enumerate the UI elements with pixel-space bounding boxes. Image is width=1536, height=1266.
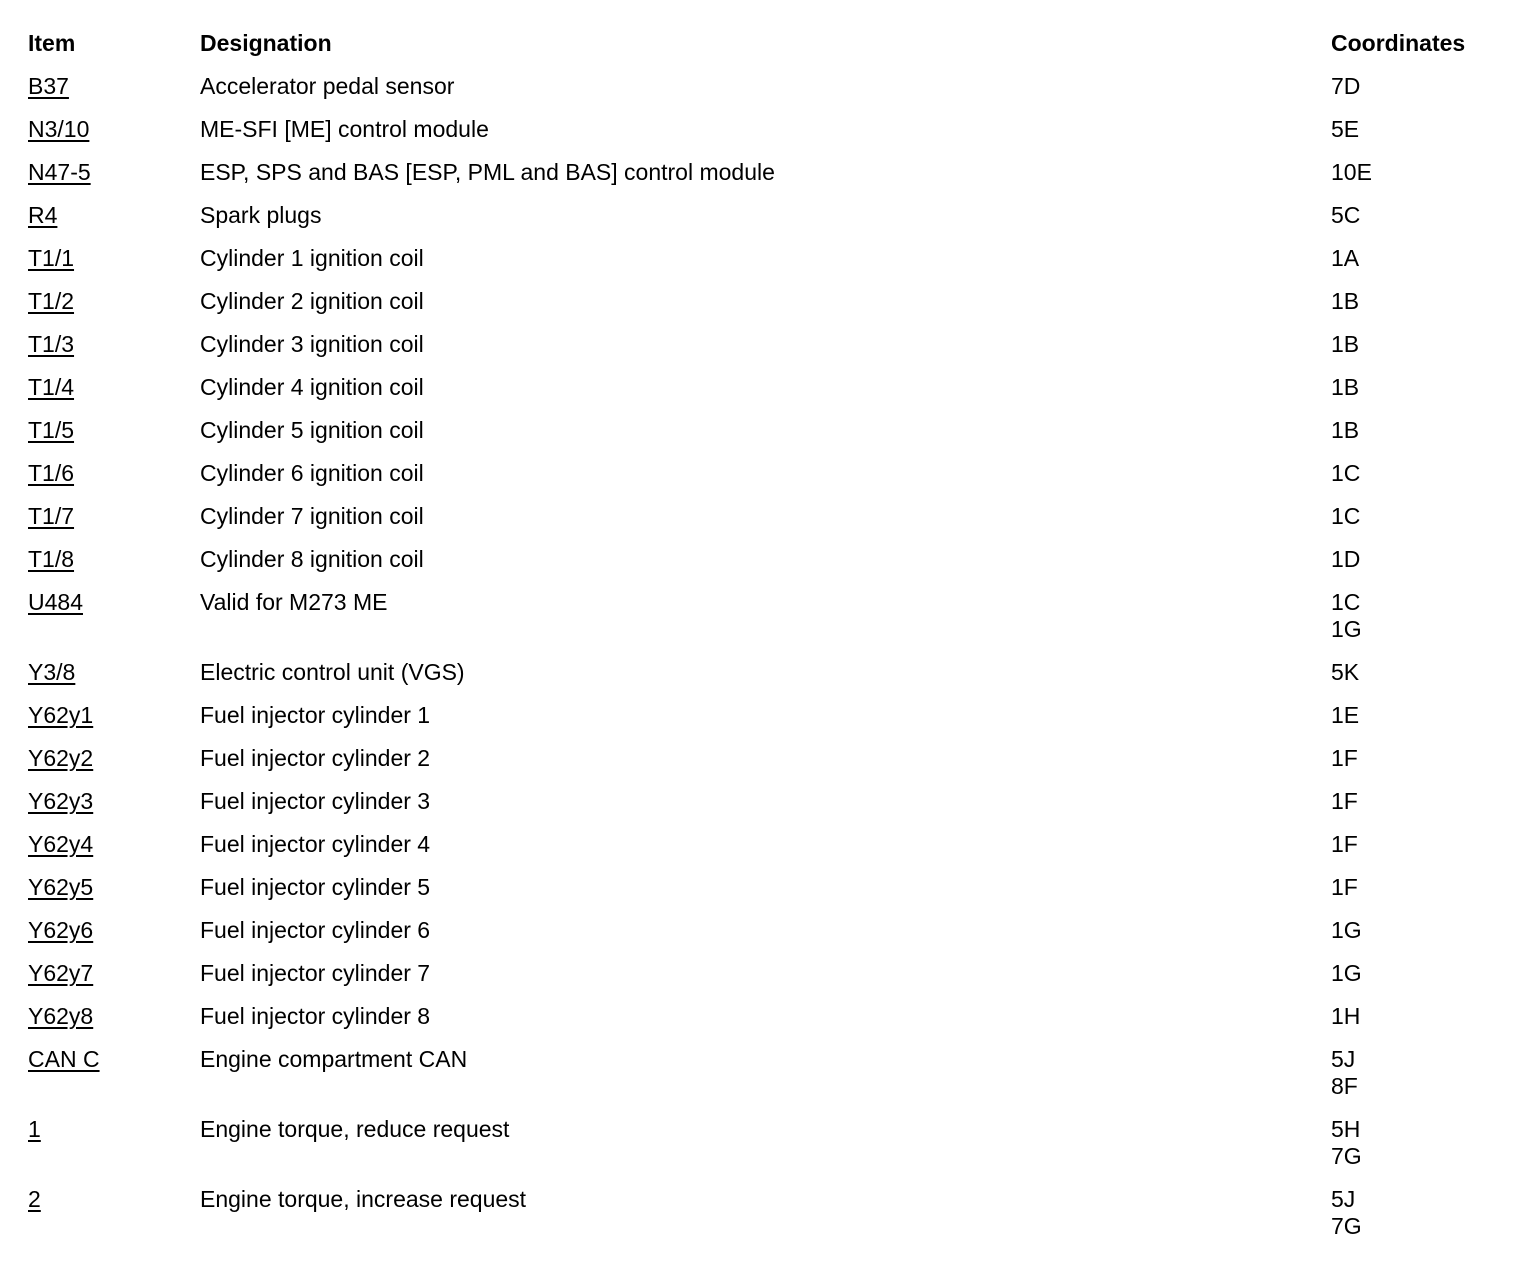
coordinates-cell xyxy=(1331,409,1508,452)
legend-table xyxy=(28,22,1508,1248)
coordinate-value: 1B xyxy=(1331,331,1360,357)
table-row xyxy=(28,65,1508,108)
item-cell xyxy=(28,780,200,823)
designation-cell: Valid for M273 ME xyxy=(200,589,388,615)
table-row xyxy=(28,651,1508,694)
coordinates-cell xyxy=(1331,1178,1508,1248)
coordinate-value: 7D xyxy=(1331,73,1361,99)
coordinates-cell xyxy=(1331,1038,1508,1108)
item-cell xyxy=(28,323,200,366)
coordinate-value: 8F xyxy=(1331,1073,1358,1099)
coordinate-value: 5C xyxy=(1331,202,1361,228)
coordinates-cell xyxy=(1331,280,1508,323)
item-link[interactable]: N47-5 xyxy=(28,159,91,185)
coordinate-value: 1A xyxy=(1331,245,1360,271)
item-cell xyxy=(28,280,200,323)
coordinates-cell xyxy=(1331,108,1508,151)
coordinates-cell xyxy=(1331,694,1508,737)
table-row xyxy=(28,1038,1508,1108)
table-row xyxy=(28,280,1508,323)
coordinate-value: 5J xyxy=(1331,1046,1356,1072)
table-row xyxy=(28,366,1508,409)
coordinate-value: 7G xyxy=(1331,1143,1362,1169)
table-row xyxy=(28,1178,1508,1248)
designation-cell: ME-SFI [ME] control module xyxy=(200,116,489,142)
item-cell xyxy=(28,151,200,194)
item-link[interactable]: T1/5 xyxy=(28,417,75,443)
column-header-designation: Designation xyxy=(200,30,332,56)
item-link[interactable]: T1/1 xyxy=(28,245,75,271)
designation-cell: Engine compartment CAN xyxy=(200,1046,468,1072)
coordinate-value: 1B xyxy=(1331,288,1360,314)
item-cell xyxy=(28,495,200,538)
coordinate-value: 7G xyxy=(1331,1213,1362,1239)
table-row xyxy=(28,409,1508,452)
item-link[interactable]: Y62y2 xyxy=(28,745,94,771)
designation-cell: Cylinder 4 ignition coil xyxy=(200,374,424,400)
coordinates-cell xyxy=(1331,495,1508,538)
item-link[interactable]: Y62y5 xyxy=(28,874,94,900)
item-link[interactable]: B37 xyxy=(28,73,69,99)
coordinates-cell xyxy=(1331,866,1508,909)
item-cell xyxy=(28,194,200,237)
designation-cell: Cylinder 5 ignition coil xyxy=(200,417,424,443)
coordinates-cell xyxy=(1331,194,1508,237)
item-link[interactable]: Y62y8 xyxy=(28,1003,94,1029)
coordinate-value: 5J xyxy=(1331,1186,1356,1212)
item-link[interactable]: N3/10 xyxy=(28,116,90,142)
coordinates-cell xyxy=(1331,65,1508,108)
item-cell xyxy=(28,452,200,495)
designation-cell: Cylinder 8 ignition coil xyxy=(200,546,424,572)
coordinate-value: 1C xyxy=(1331,460,1361,486)
item-link[interactable]: 1 xyxy=(28,1116,41,1142)
designation-cell: Engine torque, reduce request xyxy=(200,1116,510,1142)
coordinates-cell xyxy=(1331,780,1508,823)
coordinates-cell xyxy=(1331,823,1508,866)
coordinates-cell xyxy=(1331,1108,1508,1178)
coordinate-value: 1G xyxy=(1331,616,1362,642)
item-cell xyxy=(28,1178,200,1248)
coordinate-value: 1B xyxy=(1331,417,1360,443)
item-link[interactable]: U484 xyxy=(28,589,83,615)
designation-cell: Cylinder 3 ignition coil xyxy=(200,331,424,357)
item-link[interactable]: Y62y1 xyxy=(28,702,94,728)
coordinate-value: 1E xyxy=(1331,702,1360,728)
table-row xyxy=(28,1108,1508,1178)
table-row xyxy=(28,452,1508,495)
item-cell xyxy=(28,366,200,409)
coordinates-cell xyxy=(1331,452,1508,495)
coordinate-value: 10E xyxy=(1331,159,1372,185)
coordinate-value: 5H xyxy=(1331,1116,1361,1142)
coordinates-cell xyxy=(1331,737,1508,780)
item-cell xyxy=(28,952,200,995)
column-header-item: Item xyxy=(28,30,76,56)
item-cell xyxy=(28,651,200,694)
item-cell xyxy=(28,108,200,151)
coordinate-value: 1F xyxy=(1331,874,1358,900)
coordinate-value: 1F xyxy=(1331,831,1358,857)
item-cell xyxy=(28,409,200,452)
designation-cell: Fuel injector cylinder 5 xyxy=(200,874,431,900)
legend-body xyxy=(28,65,1508,1248)
item-cell xyxy=(28,909,200,952)
designation-cell: Spark plugs xyxy=(200,202,322,228)
item-cell xyxy=(28,737,200,780)
coordinates-cell xyxy=(1331,151,1508,194)
item-cell xyxy=(28,866,200,909)
item-link[interactable]: T1/2 xyxy=(28,288,75,314)
table-row xyxy=(28,694,1508,737)
coordinate-value: 1F xyxy=(1331,745,1358,771)
designation-cell: ESP, SPS and BAS [ESP, PML and BAS] control module xyxy=(200,159,775,185)
header-row xyxy=(28,22,1508,65)
item-link[interactable]: Y62y3 xyxy=(28,788,94,814)
item-link[interactable]: Y62y6 xyxy=(28,917,94,943)
designation-cell: Cylinder 7 ignition coil xyxy=(200,503,424,529)
designation-cell: Fuel injector cylinder 2 xyxy=(200,745,431,771)
item-link[interactable]: Y62y7 xyxy=(28,960,94,986)
coordinates-cell xyxy=(1331,909,1508,952)
table-row xyxy=(28,823,1508,866)
coordinates-cell xyxy=(1331,581,1508,651)
item-link[interactable]: Y3/8 xyxy=(28,659,76,685)
coordinates-cell xyxy=(1331,538,1508,581)
table-row xyxy=(28,151,1508,194)
designation-cell: Fuel injector cylinder 6 xyxy=(200,917,431,943)
table-row xyxy=(28,323,1508,366)
designation-cell: Fuel injector cylinder 1 xyxy=(200,702,431,728)
item-cell xyxy=(28,995,200,1038)
table-row xyxy=(28,909,1508,952)
item-cell xyxy=(28,581,200,651)
coordinate-value: 1B xyxy=(1331,374,1360,400)
coordinates-cell xyxy=(1331,952,1508,995)
item-link[interactable]: T1/8 xyxy=(28,546,75,572)
table-row xyxy=(28,108,1508,151)
designation-cell: Electric control unit (VGS) xyxy=(200,659,465,685)
table-row xyxy=(28,780,1508,823)
item-cell xyxy=(28,1108,200,1178)
designation-cell: Accelerator pedal sensor xyxy=(200,73,455,99)
item-link[interactable]: T1/7 xyxy=(28,503,75,529)
item-cell xyxy=(28,694,200,737)
item-link[interactable]: CAN C xyxy=(28,1046,100,1072)
coordinate-value: 5E xyxy=(1331,116,1360,142)
item-link[interactable]: T1/4 xyxy=(28,374,75,400)
coordinates-cell xyxy=(1331,237,1508,280)
designation-cell: Engine torque, increase request xyxy=(200,1186,527,1212)
table-row xyxy=(28,737,1508,780)
item-link[interactable]: T1/6 xyxy=(28,460,75,486)
designation-cell: Fuel injector cylinder 3 xyxy=(200,788,431,814)
coordinates-cell xyxy=(1331,651,1508,694)
coordinate-value: 1G xyxy=(1331,960,1362,986)
coordinate-value: 1H xyxy=(1331,1003,1361,1029)
coordinates-cell xyxy=(1331,366,1508,409)
column-header-coordinates: Coordinates xyxy=(1331,30,1466,56)
table-row xyxy=(28,538,1508,581)
coordinates-cell xyxy=(1331,323,1508,366)
item-link[interactable]: 2 xyxy=(28,1186,41,1212)
table-row xyxy=(28,995,1508,1038)
coordinate-value: 1D xyxy=(1331,546,1361,572)
item-cell xyxy=(28,65,200,108)
designation-cell: Cylinder 2 ignition coil xyxy=(200,288,424,314)
item-link[interactable]: R4 xyxy=(28,202,58,228)
item-cell xyxy=(28,538,200,581)
table-row xyxy=(28,237,1508,280)
item-cell xyxy=(28,1038,200,1108)
coordinate-value: 1G xyxy=(1331,917,1362,943)
item-cell xyxy=(28,823,200,866)
designation-cell: Fuel injector cylinder 8 xyxy=(200,1003,431,1029)
table-row xyxy=(28,495,1508,538)
designation-cell: Cylinder 6 ignition coil xyxy=(200,460,424,486)
designation-cell: Fuel injector cylinder 4 xyxy=(200,831,431,857)
coordinate-value: 1F xyxy=(1331,788,1358,814)
coordinate-value: 5K xyxy=(1331,659,1360,685)
coordinate-value: 1C xyxy=(1331,589,1361,615)
table-row xyxy=(28,194,1508,237)
table-row xyxy=(28,581,1508,651)
designation-cell: Fuel injector cylinder 7 xyxy=(200,960,431,986)
designation-cell: Cylinder 1 ignition coil xyxy=(200,245,424,271)
table-row xyxy=(28,952,1508,995)
item-link[interactable]: T1/3 xyxy=(28,331,75,357)
item-link[interactable]: Y62y4 xyxy=(28,831,94,857)
item-cell xyxy=(28,237,200,280)
coordinates-cell xyxy=(1331,995,1508,1038)
table-row xyxy=(28,866,1508,909)
coordinate-value: 1C xyxy=(1331,503,1361,529)
